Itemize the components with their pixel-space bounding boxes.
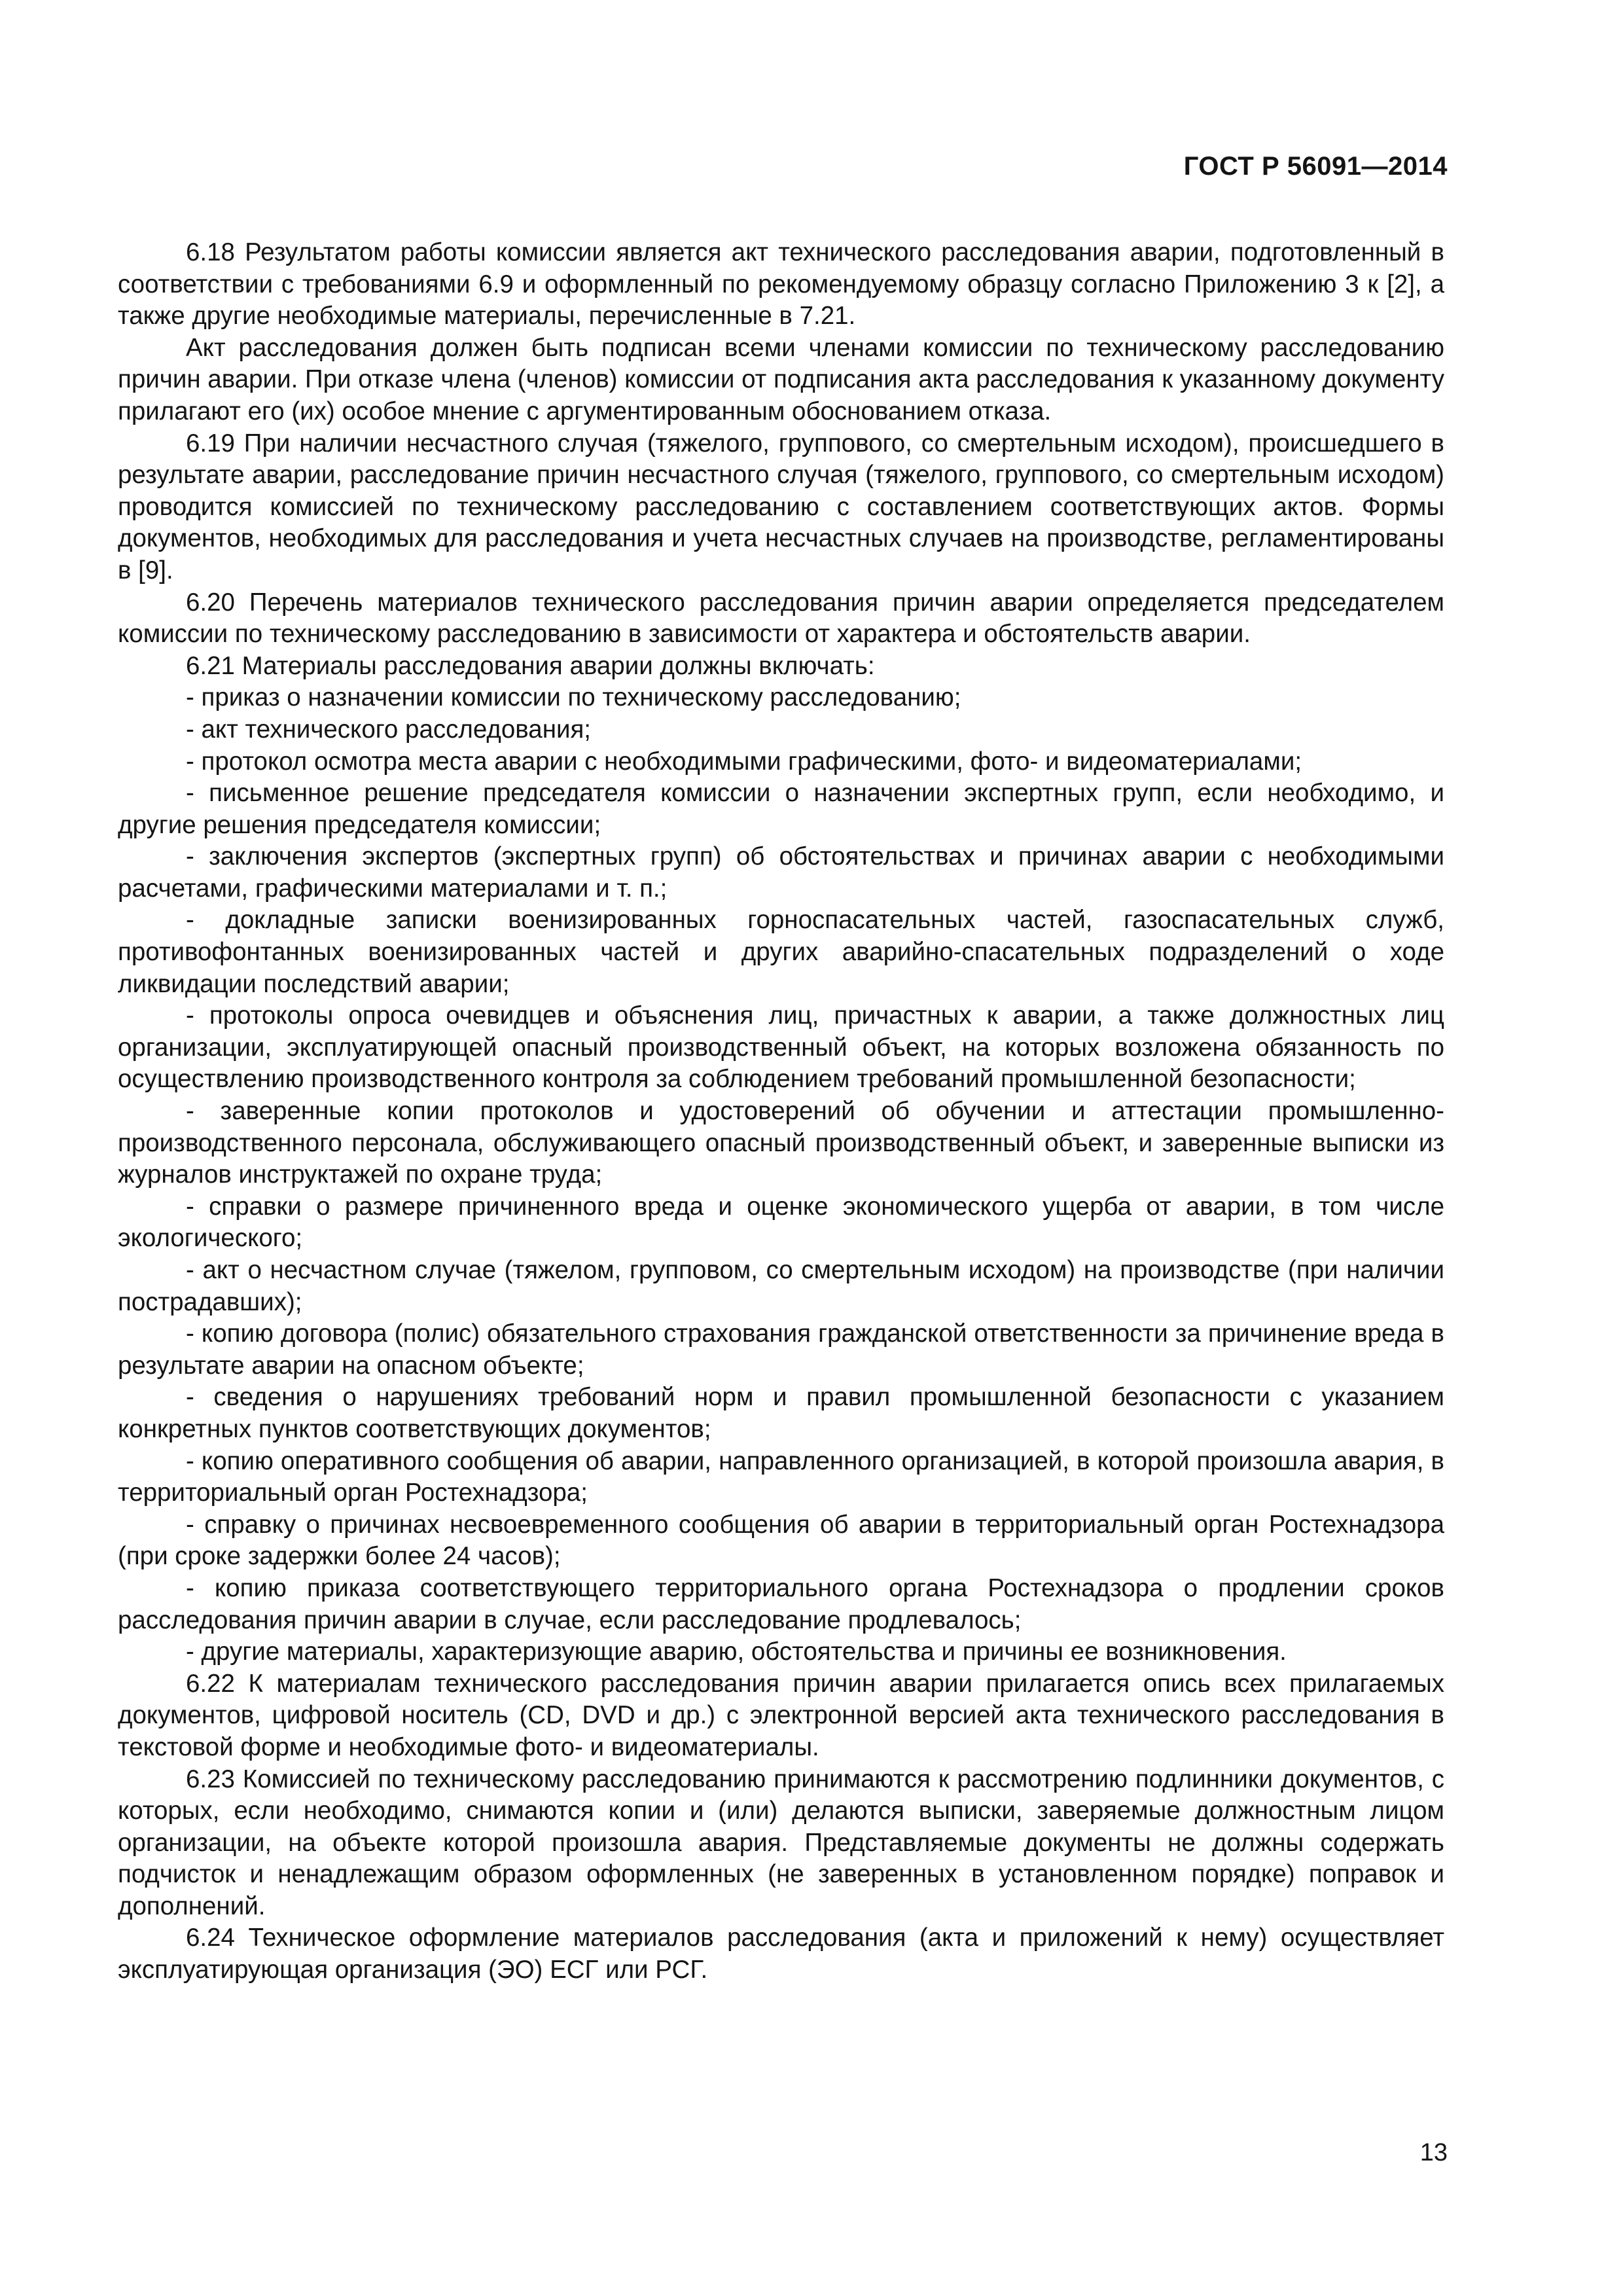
list-item: - другие материалы, характеризующие аварию, обстоятельства и причины ее возникновения. xyxy=(186,1638,1287,1666)
page-number: 13 xyxy=(1419,2139,1448,2166)
list-item: - сведения о нарушениях требований норм и правил промышленной безопасности с указанием конкретных пунктов соответствующих документов; xyxy=(118,1383,1444,1443)
paragraph-6-24: 6.24 Техническое оформление материалов расследования (акта и приложений к нему) осуществляет эксплуатирующая организация (ЭО) ЕСГ или РСГ. xyxy=(118,1924,1444,1984)
list-item: - заверенные копии протоколов и удостоверений об обучении и аттестации промышленно-производственного персонала, обслуживающего опасный производственный объект, и заверенные выписки из журналов инструктажей по охране труда; xyxy=(118,1097,1444,1189)
list-item: - справку о причинах несвоевременного сообщения об аварии в территориальный орган Ростехнадзора (при сроке задержки более 24 часов); xyxy=(118,1510,1444,1571)
list-item: - протокол осмотра места аварии с необходимыми графическими, фото- и видеоматериалами; xyxy=(186,747,1302,776)
paragraph-6-19: 6.19 При наличии несчастного случая (тяжелого, группового, со смертельным исходом), происшедшего в результате аварии, расследование причин несчастного случая (тяжелого, группового, со смертельным исходом) проводится комиссией по техническому расследованию с составлением соответствующих актов. Формы документов, необходимых для расследования и учета несчастных случаев на производстве, регламентированы в [9]. xyxy=(118,429,1444,584)
paragraph-6-20: 6.20 Перечень материалов технического расследования причин аварии определяется председателем комиссии по техническому расследованию в зависимости от характера и обстоятельств аварии. xyxy=(118,588,1444,649)
document-body xyxy=(118,237,1444,1986)
paragraph-6-22: 6.22 К материалам технического расследования причин аварии прилагается опись всех прилагаемых документов, цифровой носитель (CD, DVD и др.) с электронной версией акта технического расследования в текстовой форме и необходимые фото- и видеоматериалы. xyxy=(118,1669,1444,1761)
list-item: - приказ о назначении комиссии по техническому расследованию; xyxy=(186,683,961,712)
paragraph-6-21: 6.21 Материалы расследования аварии должны включать: xyxy=(186,651,875,680)
list-item: - письменное решение председателя комиссии о назначении экспертных групп, если необходимо, и другие решения председателя комиссии; xyxy=(118,779,1444,839)
paragraph-6-18: 6.18 Результатом работы комиссии является акт технического расследования аварии, подготовленный в соответствии с требованиями 6.9 и оформленный по рекомендуемому образцу согласно Приложению 3 к [2], а также другие необходимые материалы, перечисленные в 7.21. xyxy=(118,238,1444,331)
list-item: - копию приказа соответствующего территориального органа Ростехнадзора о продлении сроков расследования причин аварии в случае, если расследование продлевалось; xyxy=(118,1573,1444,1634)
list-item: - копию оперативного сообщения об аварии, направленного организацией, в которой произошла авария, в территориальный орган Ростехнадзора; xyxy=(118,1446,1444,1507)
list-item: - акт о несчастном случае (тяжелом, групповом, со смертельным исходом) на производстве (при наличии пострадавших); xyxy=(118,1256,1444,1316)
standard-designation: ГОСТ Р 56091—2014 xyxy=(1183,152,1448,181)
list-item: - заключения экспертов (экспертных групп) об обстоятельствах и причинах аварии с необходимыми расчетами, графическими материалами и т. п.; xyxy=(118,842,1444,903)
list-item: - копию договора (полис) обязательного страхования гражданской ответственности за причинение вреда в результате аварии на опасном объекте; xyxy=(118,1319,1444,1380)
list-item: - справки о размере причиненного вреда и оценке экономического ущерба от аварии, в том числе экологического; xyxy=(118,1192,1444,1253)
paragraph-act-signing: Акт расследования должен быть подписан всеми членами комиссии по техническому расследованию причин аварии. При отказе члена (членов) комиссии от подписания акта расследования к указанному документу прилагают его (их) особое мнение с аргументированным обоснованием отказа. xyxy=(118,333,1444,425)
paragraph-6-23: 6.23 Комиссией по техническому расследованию принимаются к рассмотрению подлинники документов, с которых, если необходимо, снимаются копии и (или) делаются выписки, заверяемые должностным лицом организации, на объекте которой произошла авария. Представляемые документы не должны содержать подчисток и ненадлежащим образом оформленных (не заверенных в установленном порядке) поправок и дополнений. xyxy=(118,1765,1444,1920)
list-item: - протоколы опроса очевидцев и объяснения лиц, причастных к аварии, а также должностных лиц организации, эксплуатирующей опасный производственный объект, на которых возложена обязанность по осуществлению производственного контроля за соблюдением требований промышленной безопасности; xyxy=(118,1001,1444,1094)
list-item: - акт технического расследования; xyxy=(186,715,592,744)
list-item: - докладные записки военизированных горноспасательных частей, газоспасательных служб, противофонтанных военизированных частей и других аварийно-спасательных подразделений о ходе ликвидации последствий аварии; xyxy=(118,906,1444,998)
